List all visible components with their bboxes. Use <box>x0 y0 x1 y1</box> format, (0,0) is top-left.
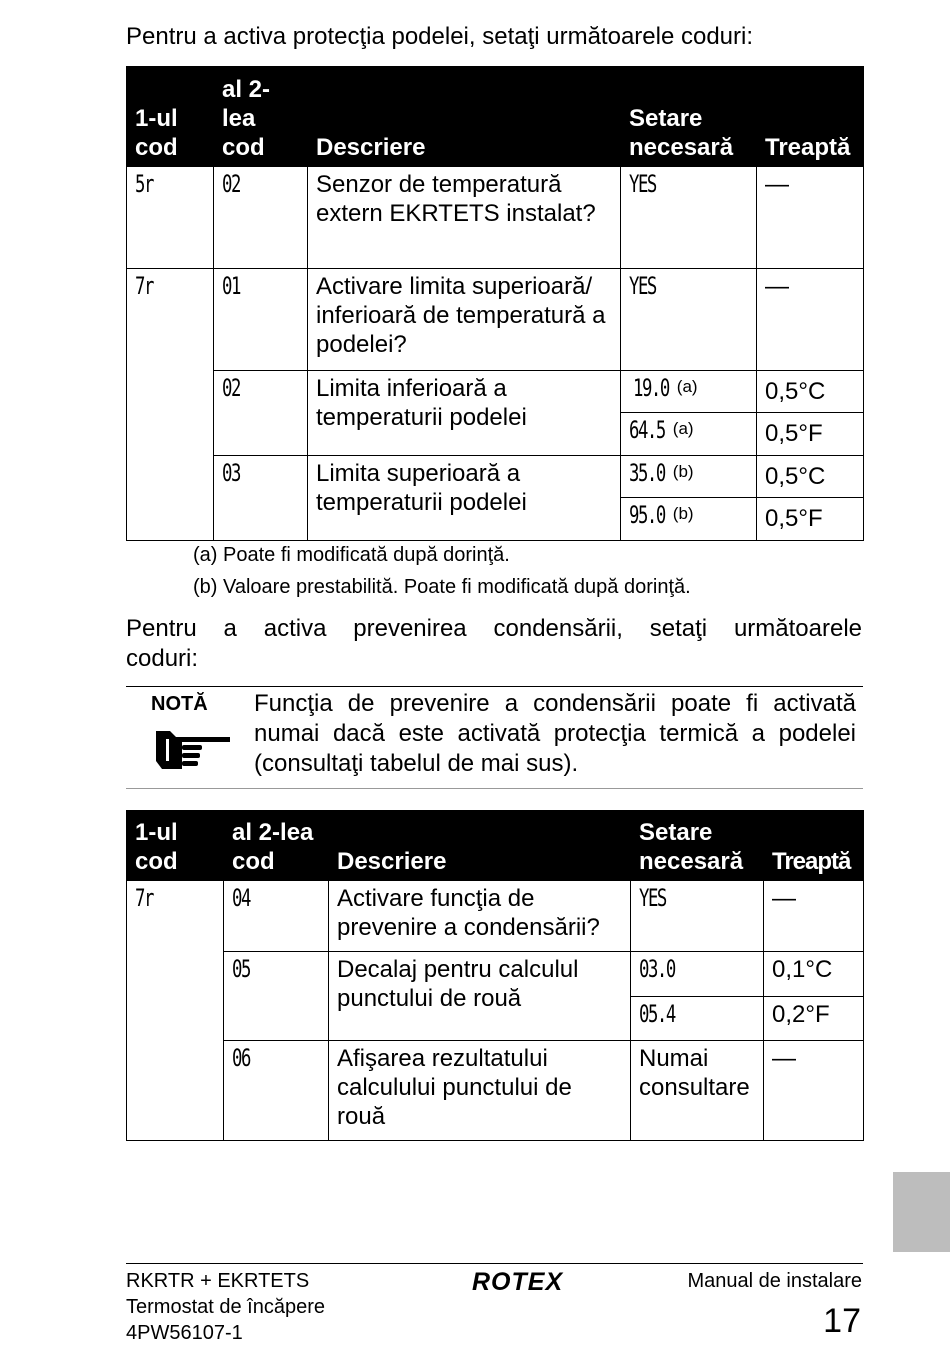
header-required-setting: Setare necesară <box>621 67 757 167</box>
footnote-a: (a) Poate fi modificată după dorinţă. <box>193 544 510 566</box>
note-label: NOTĂ <box>151 693 208 715</box>
setting-cell: 05.4 <box>631 997 764 1041</box>
pointing-hand-icon <box>152 725 232 773</box>
footer-left <box>126 1268 325 1346</box>
table-row <box>127 456 864 498</box>
second-code-cell: 04 <box>224 881 329 952</box>
second-code-cell: 02 <box>214 371 308 456</box>
footnote-ref: (b) <box>672 462 694 481</box>
setting-cell: YES <box>621 269 757 371</box>
description-cell: Decalaj pentru calculul punctului de rouă <box>329 952 631 1041</box>
table-row <box>127 167 864 269</box>
step-cell: 0,5°F <box>757 498 864 541</box>
footnote-ref: (a) <box>672 419 694 438</box>
product-description: Termostat de încăpere <box>126 1296 325 1318</box>
description-cell: Limita superioară a temperaturii podelei <box>308 456 621 541</box>
first-code-cell: 7r <box>127 881 224 1141</box>
step-cell: 0,5°C <box>757 456 864 498</box>
setting-cell: 64.5 $^{(a)}$ <box>621 413 757 456</box>
description-cell: Limita inferioară a temperaturii podelei <box>308 371 621 456</box>
setting-cell: Numai consultare <box>631 1041 764 1141</box>
step-cell: — <box>764 1041 864 1141</box>
product-name: RKRTR + EKRTETS <box>126 1270 310 1292</box>
header-second-code: al 2- lea cod <box>214 67 308 167</box>
description-cell: Activare limita superioară/ inferioară de temperatură a podelei? <box>308 269 621 371</box>
intro-text-2: Pentru a activa prevenirea condensării, setaţi următoarele <box>126 615 862 642</box>
header-step: Treaptă <box>757 67 864 167</box>
setting-cell: 03.0 <box>631 952 764 997</box>
header-description: Descriere <box>329 811 631 881</box>
setting-cell: 19.0 $^{(a)}$ <box>621 371 757 413</box>
note-text: Funcţia de prevenire a condensării poate fi activată numai dacă este activată protecţia termică a podelei (consultaţi tabelul de mai sus). <box>254 690 856 777</box>
header-second-code: al 2-lea cod <box>224 811 329 881</box>
step-cell: — <box>764 881 864 952</box>
footnote-ref: (a) <box>676 377 698 396</box>
setting-cell: YES <box>621 167 757 269</box>
manual-title: Manual de instalare <box>687 1270 862 1292</box>
description-cell: Activare funcţia de prevenire a condensării? <box>329 881 631 952</box>
table-row <box>127 269 864 371</box>
table-header-row <box>127 67 864 167</box>
second-code-cell: 02 <box>214 167 308 269</box>
second-code-cell: 05 <box>224 952 329 1041</box>
setting-cell: 95.0 $^{(b)}$ <box>621 498 757 541</box>
first-code-cell: 5r <box>127 167 214 269</box>
step-cell: — <box>757 167 864 269</box>
first-code-cell: 7r <box>127 269 214 541</box>
table-row <box>127 371 864 413</box>
step-cell: 0,1°C <box>764 952 864 997</box>
intro-text-1: Pentru a activa protecţia podelei, setaţi următoarele coduri: <box>126 23 754 50</box>
table-row <box>127 881 864 952</box>
table-row <box>127 952 864 997</box>
setting-cell: YES <box>631 881 764 952</box>
condensation-prevention-table <box>126 810 864 1141</box>
step-cell: 0,2°F <box>764 997 864 1041</box>
step-cell: — <box>757 269 864 371</box>
description-cell: Senzor de temperatură extern EKRTETS instalat? <box>308 167 621 269</box>
rotex-logo: ROTEX <box>472 1268 564 1296</box>
second-code-cell: 03 <box>214 456 308 541</box>
floor-protection-table <box>126 66 864 541</box>
table-header-row <box>127 811 864 881</box>
header-first-code: 1-ul cod <box>127 67 214 167</box>
setting-cell: 35.0 $^{(b)}$ <box>621 456 757 498</box>
step-cell: 0,5°C <box>757 371 864 413</box>
header-step: Treaptă <box>764 811 864 881</box>
second-code-cell: 06 <box>224 1041 329 1141</box>
footnote-b: (b) Valoare prestabilită. Poate fi modificată după dorinţă. <box>193 576 691 598</box>
footnote-ref: (b) <box>672 504 694 523</box>
intro-text-2-continuation: coduri: <box>126 645 199 672</box>
table-row <box>127 1041 864 1141</box>
description-cell: Afişarea rezultatului calculului punctului de rouă <box>329 1041 631 1141</box>
note-top-rule <box>126 686 863 687</box>
second-code-cell: 01 <box>214 269 308 371</box>
header-first-code: 1-ul cod <box>127 811 224 881</box>
header-required-setting: Setare necesară <box>631 811 764 881</box>
page-number: 17 <box>823 1302 861 1340</box>
note-bottom-rule <box>126 788 863 789</box>
footer-rule <box>126 1263 863 1264</box>
header-description: Descriere <box>308 67 621 167</box>
document-code: 4PW56107-1 <box>126 1322 243 1344</box>
step-cell: 0,5°F <box>757 413 864 456</box>
section-tab-marker <box>893 1172 950 1252</box>
